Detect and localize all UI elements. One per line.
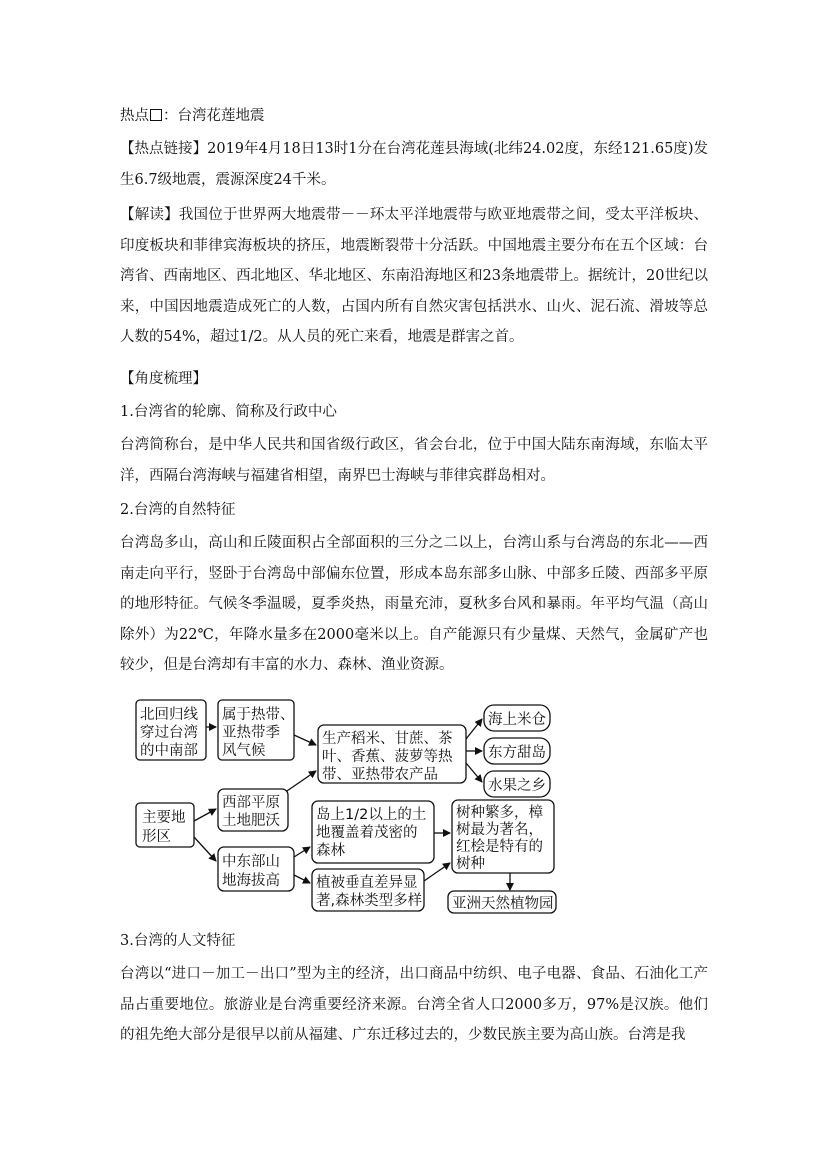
- central-line-2: 地海拔高: [222, 873, 280, 889]
- arrow-products-rice: [466, 719, 482, 739]
- tropic-line-1: 北回归线: [140, 707, 198, 723]
- hot-topic-title: [120, 101, 708, 132]
- arrow-central-vegetation: [294, 875, 310, 883]
- hot-title-prefix: 热点: [120, 108, 149, 124]
- forest-line-1: 岛上1/2以上的土: [316, 807, 427, 823]
- taiwan-features-diagram: [130, 693, 560, 915]
- arrow-region-west: [194, 809, 216, 821]
- region-line-2: 形区: [142, 829, 171, 845]
- forest-line-2: 地覆盖着茂密的: [316, 825, 418, 841]
- interpretation-paragraph: [120, 200, 708, 353]
- trees-line-2: 树最为著名，: [456, 822, 543, 838]
- trees-line-4: 树种: [456, 856, 485, 872]
- climate-line-2: 亚热带季: [222, 725, 280, 741]
- botanical-garden-label: 亚洲天然植物园: [452, 896, 554, 912]
- forest-line-3: 森林: [316, 843, 345, 859]
- west-line-2: 土地肥沃: [222, 813, 280, 829]
- vegetation-line-2: 著,森林类型多样: [316, 893, 423, 909]
- climate-line-3: 风气候: [222, 743, 266, 759]
- trees-line-1: 树种繁多，樟: [456, 805, 543, 821]
- arrow-vegetation-trees: [424, 863, 450, 881]
- tropic-line-3: 的中南部: [140, 743, 198, 759]
- products-line-3: 带、亚热带农产品: [322, 767, 438, 783]
- interpretation-label: 【解读】: [120, 207, 179, 223]
- region-line-1: 主要地: [142, 810, 186, 826]
- missing-glyph-box: [150, 109, 162, 121]
- section3-text: 台湾以“进口－加工－出口”型为主的经济，出口商品中纺织、电子电器、食品、石油化工产品占重要地位。旅游业是台湾重要经济来源。台湾全省人口2000多万，97%是汉族。他们的祖先绝大部分是很早以前从福建、广东迁移过去的，少数民族主要为高山族。台湾是我: [120, 966, 708, 1043]
- climate-line-1: 属于热带、: [222, 707, 295, 723]
- section3-heading: 3.台湾的人文特征: [120, 933, 236, 949]
- hot-link-label: 【热点链接】: [120, 141, 208, 157]
- interpretation-text: 我国位于世界两大地震带－－环太平洋地震带与欧亚地震带之间，受太平洋板块、印度板块和菲律宾海板块的挤压，地震断裂带十分活跃。中国地震主要分布在五个区域：台湾省、西南地区、西北地区、华北地区、东南沿海地区和23条地震带上。据统计，20世纪以来，中国因地震造成死亡的人数，占国内所有自然灾害包括洪水、山火、泥石流、滑坡等总人数的54%，超过1/2。从人员的死亡来看，地震是群害之首。: [120, 207, 708, 345]
- sweet-island-label: 东方甜岛: [488, 745, 546, 761]
- angle-heading: 【角度梳理】: [120, 371, 207, 387]
- section1-heading: 1.台湾省的轮廓、简称及行政中心: [120, 404, 337, 420]
- hot-link-text: 2019年4月18日13时1分在台湾花莲县海域(北纬24.02度，东经121.65度)发生6.7级地震，震源深度24千米。: [120, 141, 709, 188]
- vegetation-line-1: 植被垂直差异显: [316, 875, 418, 891]
- trees-line-3: 红桧是特有的: [456, 839, 543, 855]
- products-line-2: 叶、香蕉、菠萝等热: [322, 749, 453, 765]
- hot-title-suffix: ：台湾花莲地震: [163, 108, 265, 124]
- central-line-1: 中东部山: [222, 854, 280, 870]
- arrow-west-products: [284, 771, 316, 793]
- arrow-central-forest: [294, 847, 310, 857]
- products-line-1: 生产稻米、甘蔗、茶: [322, 731, 453, 747]
- tropic-line-2: 穿过台湾: [140, 725, 198, 741]
- hot-link-paragraph: [120, 134, 708, 195]
- arrow-climate-products: [294, 735, 316, 745]
- arrow-products-fruit: [466, 763, 482, 782]
- arrow-region-central: [194, 837, 216, 861]
- rice-granary-label: 海上米仓: [488, 712, 546, 728]
- section2-text: 台湾岛多山，高山和丘陵面积占全部面积的三分之二以上，台湾山系与台湾岛的东北——西南走向平行，竖卧于台湾岛中部偏东位置，形成本岛东部多山脉、中部多丘陵、西部多平原的地形特征。气候冬季温暖，夏季炎热，雨量充沛，夏秋多台风和暴雨。年平均气温（高山除外）为22℃，年降水量多在2000毫米以上。自产能源只有少量煤、天然气，金属矿产也较少，但是台湾却有丰富的水力、森林、渔业资源。: [120, 535, 708, 673]
- section1-text: 台湾简称台，是中华人民共和国省级行政区，省会台北，位于中国大陆东南海域，东临太平洋，西隔台湾海峡与福建省相望，南界巴士海峡与菲律宾群岛相对。: [120, 437, 708, 484]
- section2-heading: 2.台湾的自然特征: [120, 502, 236, 518]
- fruit-home-label: 水果之乡: [488, 778, 546, 794]
- west-line-1: 西部平原: [222, 795, 280, 811]
